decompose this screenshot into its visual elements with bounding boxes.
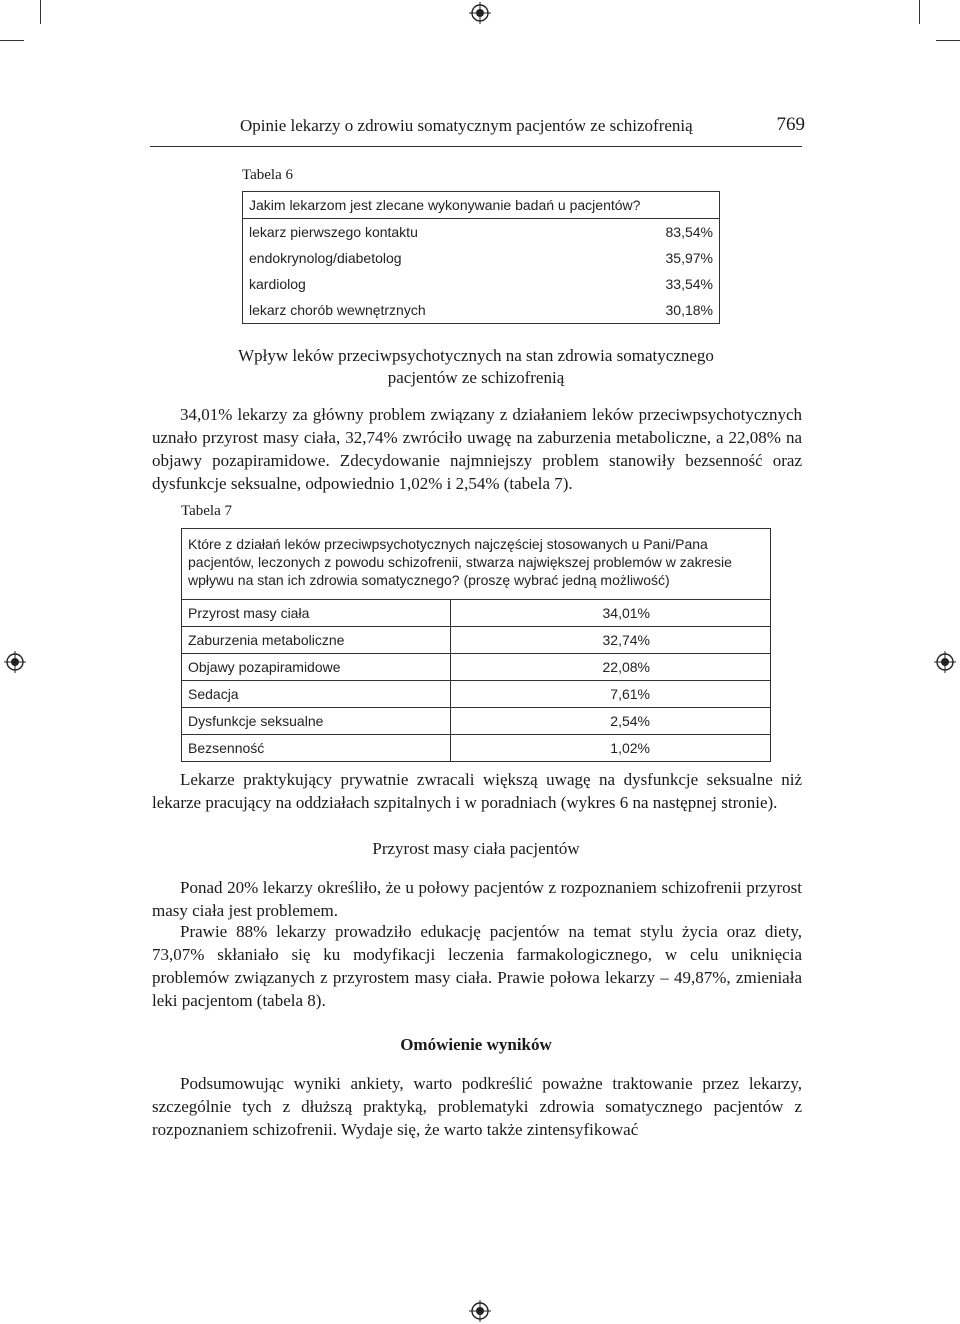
row-name: Zaburzenia metaboliczne [182, 627, 451, 654]
row-name: Objawy pozapiramidowe [182, 654, 451, 681]
row-value: 7,61% [451, 681, 771, 708]
table7-label: Tabela 7 [181, 503, 233, 519]
registration-mark-icon [4, 651, 26, 673]
crop-mark-top-left [0, 40, 24, 41]
table-row [243, 297, 720, 324]
table6-label: Tabela 6 [242, 167, 294, 183]
row-name: endokrynolog/diabetolog [249, 250, 402, 266]
table-7 [181, 528, 771, 762]
table-row [243, 271, 720, 297]
paragraph [152, 403, 802, 495]
running-head-title: Opinie lekarzy o zdrowiu somatycznym pacjentów ze schizofrenią [240, 116, 693, 135]
paragraph [152, 1072, 802, 1141]
crop-mark-top-left-vertical [40, 0, 41, 24]
table-row [182, 654, 771, 681]
row-name: lekarz pierwszego kontaktu [249, 224, 418, 240]
row-value: 34,01% [451, 600, 771, 627]
row-name: Bezsenność [182, 735, 451, 762]
paragraph-text: 34,01% lekarzy za główny problem związany z działaniem leków przeciwpsychotycznych uznało przyrost masy ciała, 32,74% zwróciło uwagę na zaburzenia metaboliczne, a 22,08% na objawy pozapiramidowe. Zdecydowanie najmniejszy problem stanowiły bezsenność oraz dysfunkcje seksualne, odpowiednio 1,02% i 2,54% (tabela 7). [152, 405, 802, 493]
paragraph-text: Podsumowując wyniki ankiety, warto podkreślić poważne traktowanie przez lekarzy, szczególnie tych z dłuższą praktyką, problematyki zdrowia somatycznego pacjentów z rozpoznaniem schizofrenii. Wydaje się, że warto także zintensyfikować [152, 1074, 802, 1139]
paragraph-text: Lekarze praktykujący prywatnie zwracali większą uwagę na dysfunkcje seksualne niż lekarze pracujący na oddziałach szpitalnych i w poradniach (wykres 6 na następnej stronie). [152, 770, 802, 812]
row-value: 32,74% [451, 627, 771, 654]
crop-mark-top-right [936, 40, 960, 41]
paragraph-text: Ponad 20% lekarzy określiło, że u połowy pacjentów z rozpoznaniem schizofrenii przyrost masy ciała jest problemem. [152, 878, 802, 920]
row-value: 2,54% [451, 708, 771, 735]
row-value: 33,54% [665, 276, 713, 292]
table-row [182, 735, 771, 762]
row-value: 30,18% [665, 302, 713, 318]
registration-mark-icon [469, 1300, 491, 1322]
row-value: 35,97% [665, 250, 713, 266]
header-rule [150, 146, 802, 147]
registration-mark-icon [934, 651, 956, 673]
section-heading [150, 345, 802, 389]
table6-question: Jakim lekarzom jest zlecane wykonywanie badań u pacjentów? [243, 192, 720, 219]
paragraph [152, 876, 802, 922]
crop-mark-top-right-vertical [919, 0, 920, 24]
page-number: 769 [776, 114, 805, 135]
running-head [240, 116, 805, 142]
paragraph [152, 768, 802, 814]
row-value: 83,54% [665, 224, 713, 240]
paragraph-text: Prawie 88% lekarzy prowadziło edukację pacjentów na temat stylu życia oraz diety, 73,07% skłaniało się ku modyfikacji leczenia farmakologicznego, w celu uniknięcia problemów związanych z przyrostem masy ciała. Prawie połowa lekarzy – 49,87%, zmieniała leki pacjentom (tabela 8). [152, 922, 802, 1010]
table-row [243, 219, 720, 246]
section-heading: Przyrost masy ciała pacjentów [372, 839, 580, 858]
row-name: lekarz chorób wewnętrznych [249, 302, 426, 318]
table-row [243, 245, 720, 271]
row-name: kardiolog [249, 276, 306, 292]
table-row [182, 600, 771, 627]
table-6 [242, 191, 720, 324]
table-row [182, 708, 771, 735]
row-value: 1,02% [451, 735, 771, 762]
registration-mark-icon [469, 2, 491, 24]
section-heading: Omówienie wyników [400, 1035, 552, 1054]
table-row [182, 681, 771, 708]
row-name: Przyrost masy ciała [182, 600, 451, 627]
row-name: Sedacja [182, 681, 451, 708]
table7-question: Które z działań leków przeciwpsychotycznych najczęściej stosowanych u Pani/Pana pacjentów, leczonych z powodu schizofrenii, stwarza największej problemów w zakresie wpływu na stan ich zdrowia somatycznego? (proszę wybrać jedną możliwość) [182, 529, 771, 600]
row-value: 22,08% [451, 654, 771, 681]
row-name: Dysfunkcje seksualne [182, 708, 451, 735]
table-row [182, 627, 771, 654]
heading-line: pacjentów ze schizofrenią [387, 368, 565, 387]
heading-line: Wpływ leków przeciwpsychotycznych na stan zdrowia somatycznego [238, 346, 714, 365]
paragraph [152, 920, 802, 1012]
